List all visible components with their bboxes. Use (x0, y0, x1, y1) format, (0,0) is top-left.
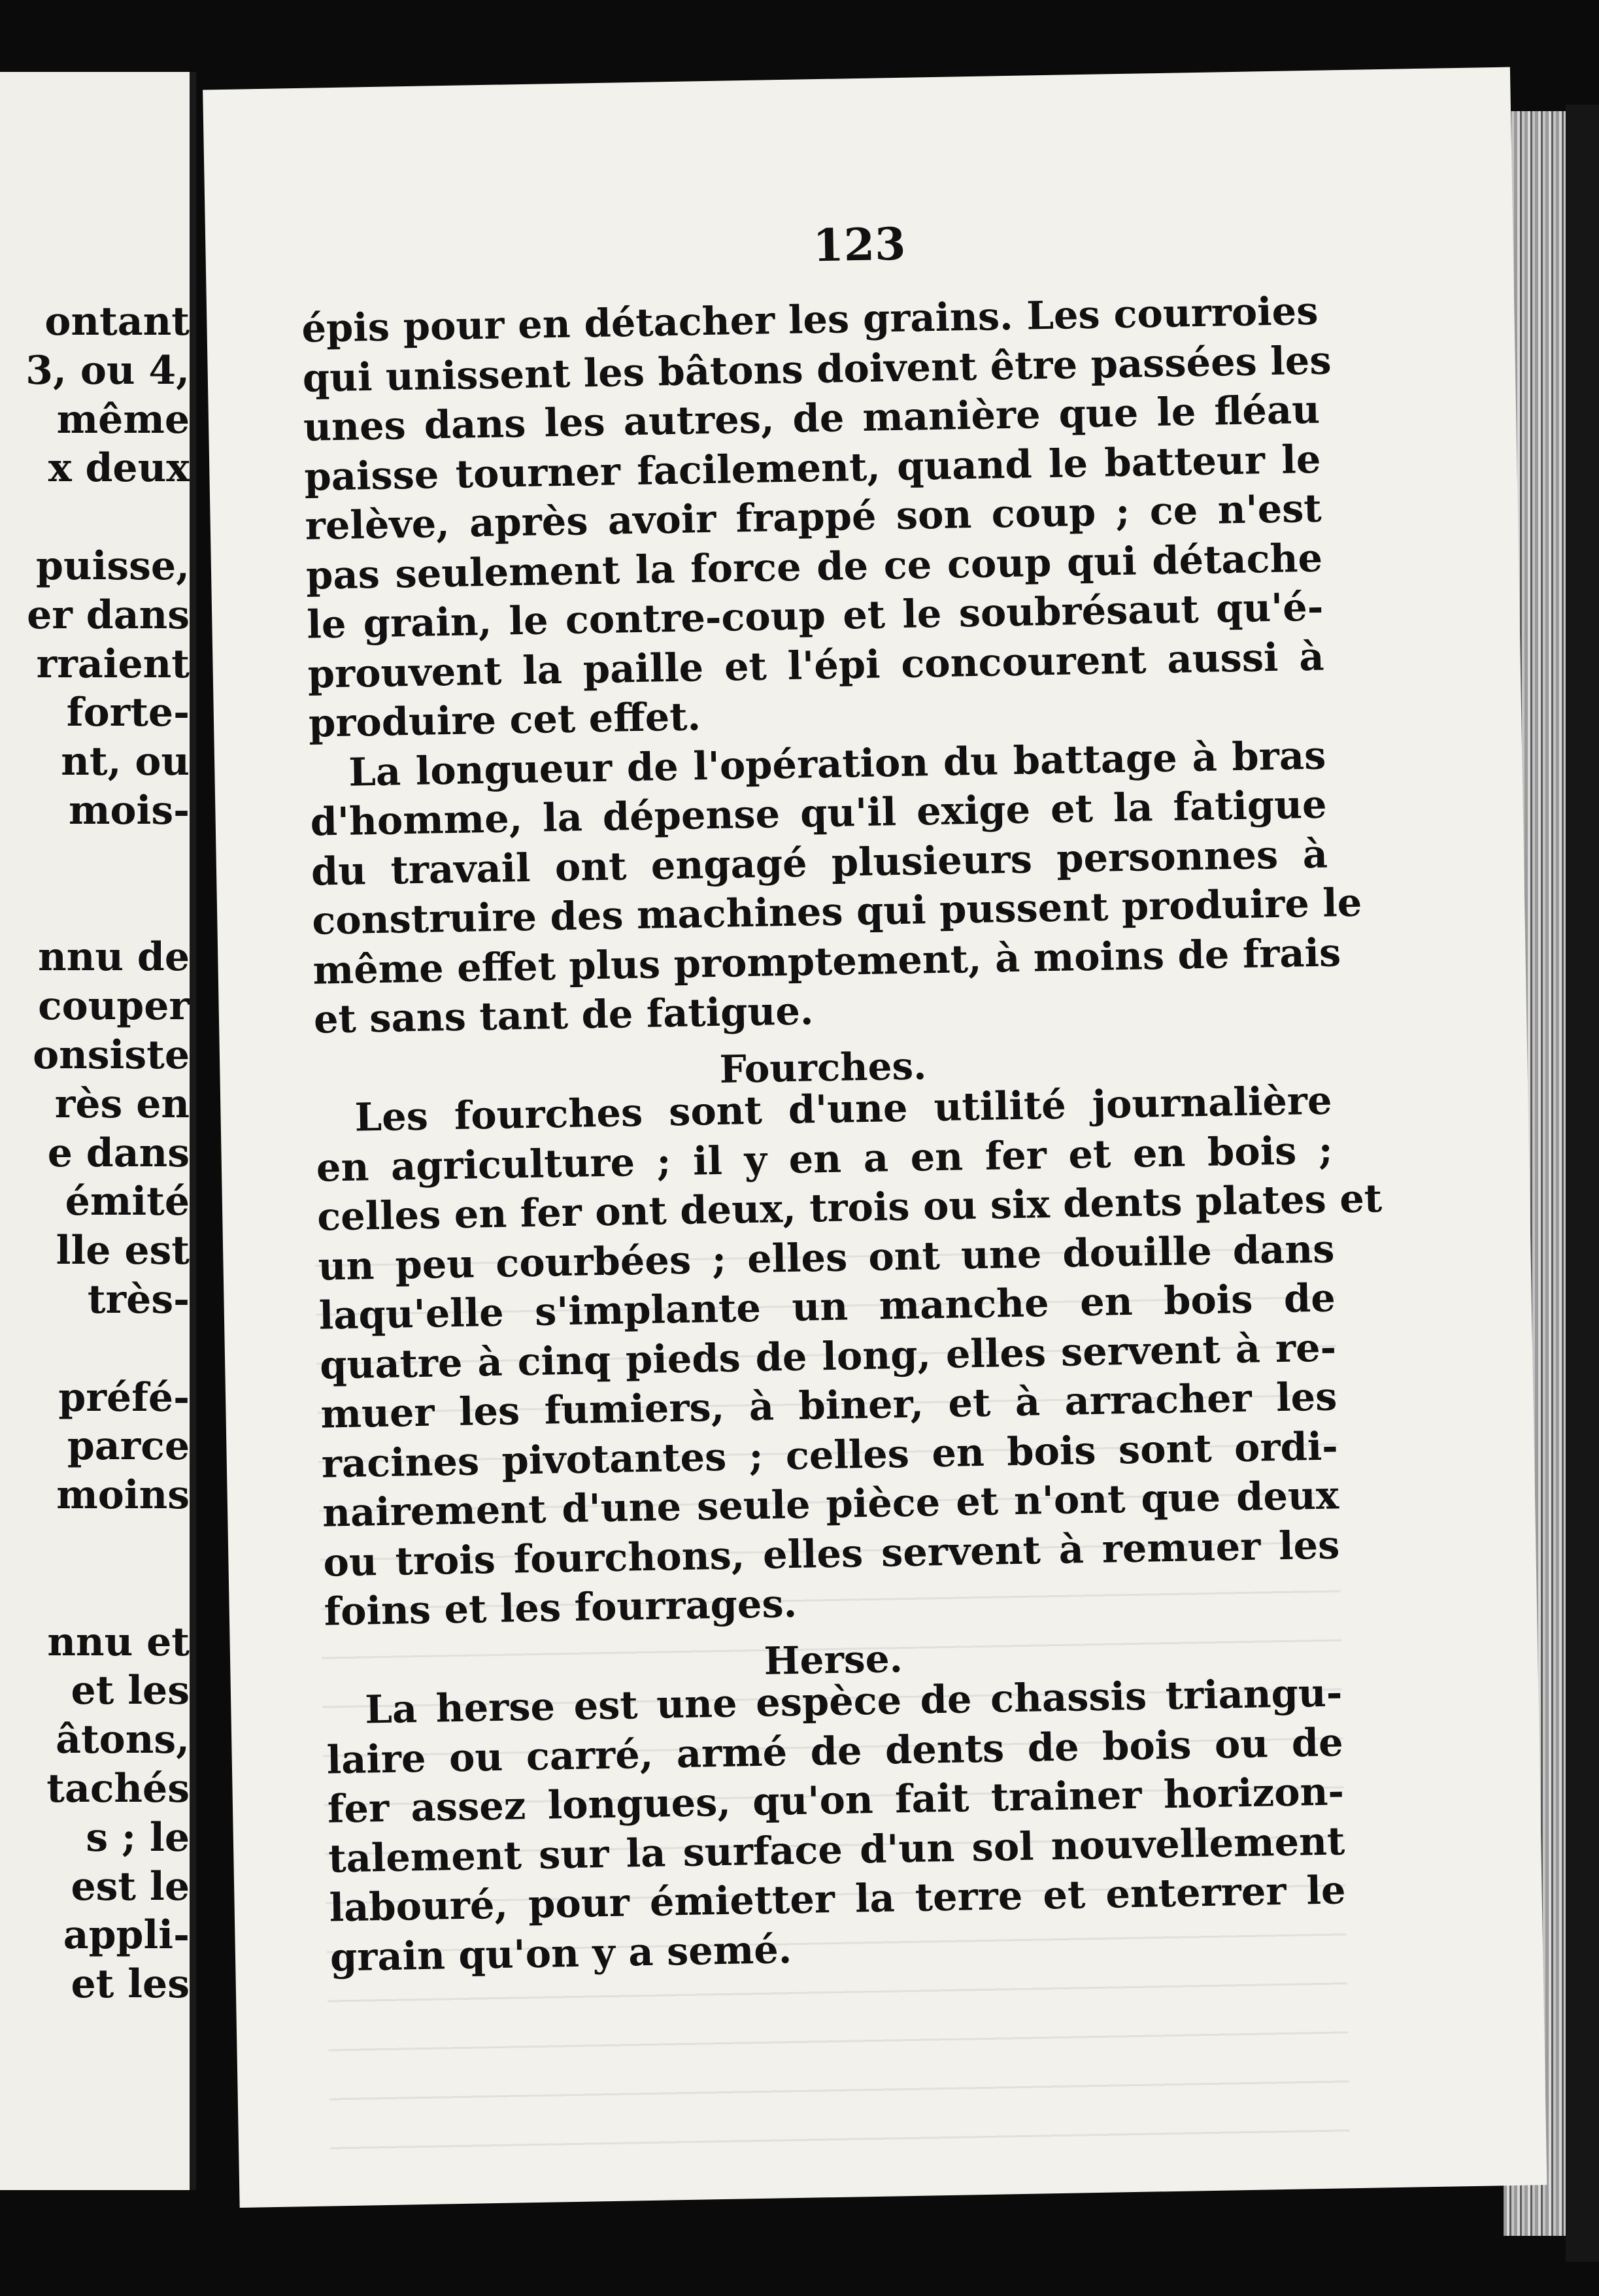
book-page (203, 67, 1547, 2208)
left-text-line: 3, ou 4, (25, 347, 190, 394)
left-text-line (20, 1325, 190, 1374)
left-text-line: puisse, (36, 543, 190, 589)
paragraph-herse (326, 1668, 1347, 1982)
left-page-text (20, 297, 190, 2009)
left-text-line: rraient (36, 641, 190, 687)
left-text-line: moins (56, 1472, 190, 1519)
page-body (301, 286, 1383, 1982)
heading-fourches: Fourches. (718, 1043, 927, 1092)
left-text-line: e dans (47, 1130, 190, 1176)
left-text-line: parce (67, 1423, 190, 1470)
left-text-line: mois- (69, 787, 190, 834)
text-line: le grain, le contre-coup et le soubrésaut qu'é- (306, 584, 1324, 647)
text-line: prouvent la paille et l'épi concourent aussi à (307, 633, 1325, 697)
text-line: produire cet effet. (308, 694, 701, 746)
text-line: La longueur de l'opération du battage à bras (348, 732, 1326, 795)
text-line: La herse est une espèce de chassis triangu- (364, 1670, 1343, 1732)
left-text-line: nnu et (47, 1619, 190, 1665)
text-line: nairement d'une seule pièce et n'ont que deux (322, 1472, 1339, 1536)
text-line: un peu courbées ; elles ont une douille dans (317, 1226, 1335, 1289)
paragraph-threshing (301, 286, 1332, 749)
left-text-line: nnu de (38, 934, 190, 981)
text-line: d'homme, la dépense qu'il exige et la fatigue (310, 781, 1328, 845)
left-text-line: onsiste (33, 1032, 190, 1078)
text-line: muer les fumiers, à biner, et à arracher les (320, 1374, 1338, 1437)
left-text-line: tachés (46, 1765, 190, 1812)
left-text-line: et les (71, 1961, 190, 2008)
text-line: épis pour en détacher les grains. Les courroies (301, 288, 1319, 351)
text-line: Les fourches sont d'une utilité journalière (354, 1077, 1332, 1140)
text-line: foins et les fourrages. (324, 1580, 798, 1634)
text-line: quatre à cinq pieds de long, elles servent à re- (319, 1324, 1337, 1388)
left-text-line: er dans (27, 592, 190, 638)
left-text-line (20, 493, 190, 542)
left-text-line (20, 1520, 190, 1569)
left-text-line: appli- (63, 1912, 190, 1959)
left-text-line (20, 1569, 190, 1618)
left-text-line: même (56, 396, 190, 443)
book-cover-edge (1566, 105, 1599, 2262)
text-line: du travail ont engagé plusieurs personnes à (311, 831, 1328, 894)
text-line: en agriculture ; il y en a en fer et en bois ; (316, 1127, 1334, 1190)
left-text-line: âtons, (56, 1717, 190, 1763)
text-line: qui unissent les bâtons doivent être passées les (302, 337, 1332, 401)
text-line: paisse tourner facilement, quand le batteur le (303, 436, 1321, 499)
text-line: talement sur la surface d'un sol nouvellement (328, 1817, 1345, 1882)
paragraph-fourches (315, 1076, 1383, 1637)
left-text-line: lle est (56, 1228, 190, 1274)
text-line: fer assez longues, qu'on fait trainer horizon- (327, 1768, 1345, 1832)
left-text-line: forte- (66, 690, 190, 736)
paragraph-machines (309, 730, 1362, 1044)
text-line: relève, après avoir frappé son coup ; ce n'est (305, 485, 1322, 549)
left-text-line (20, 885, 190, 934)
left-text-line: couper (38, 983, 190, 1030)
heading-herse: Herse. (764, 1636, 903, 1683)
text-line: pas seulement la force de ce coup qui détache (305, 535, 1323, 598)
text-line: labouré, pour émietter la terre et enterrer le (329, 1867, 1347, 1931)
left-text-line: et les (71, 1668, 190, 1714)
left-text-line: est le (71, 1863, 190, 1910)
left-text-line: rès en (54, 1081, 190, 1127)
left-text-line: très- (87, 1276, 190, 1323)
left-page-fragment (0, 72, 196, 2190)
text-line: laire ou carré, armé de dents de bois ou de (326, 1719, 1344, 1783)
text-line: même effet plus promptement, à moins de frais (312, 929, 1341, 993)
text-line: unes dans les autres, de manière que le fléau (303, 386, 1321, 450)
text-line: ou trois fourchons, elles servent à remuer les (322, 1521, 1340, 1585)
text-line: racines pivotantes ; celles en bois sont ordi- (321, 1423, 1339, 1487)
text-line: laqu'elle s'implante un manche en bois de (318, 1275, 1336, 1338)
left-text-line: s ; le (86, 1814, 190, 1861)
left-text-line: nt, ou (61, 739, 190, 785)
text-line: construire des machines qui pussent produire le (311, 879, 1362, 943)
text-line: celles en fer ont deux, trois ou six dents plates et (316, 1175, 1383, 1240)
left-text-line: ontant (44, 299, 190, 345)
left-text-line: préfé- (58, 1374, 190, 1421)
text-line: et sans tant de fatigue. (313, 988, 814, 1042)
left-text-line: émité (65, 1179, 190, 1225)
page-number: 123 (812, 218, 907, 273)
text-line: grain qu'on y a semé. (329, 1926, 792, 1980)
left-text-line: x deux (48, 445, 190, 492)
left-text-line (20, 836, 190, 885)
